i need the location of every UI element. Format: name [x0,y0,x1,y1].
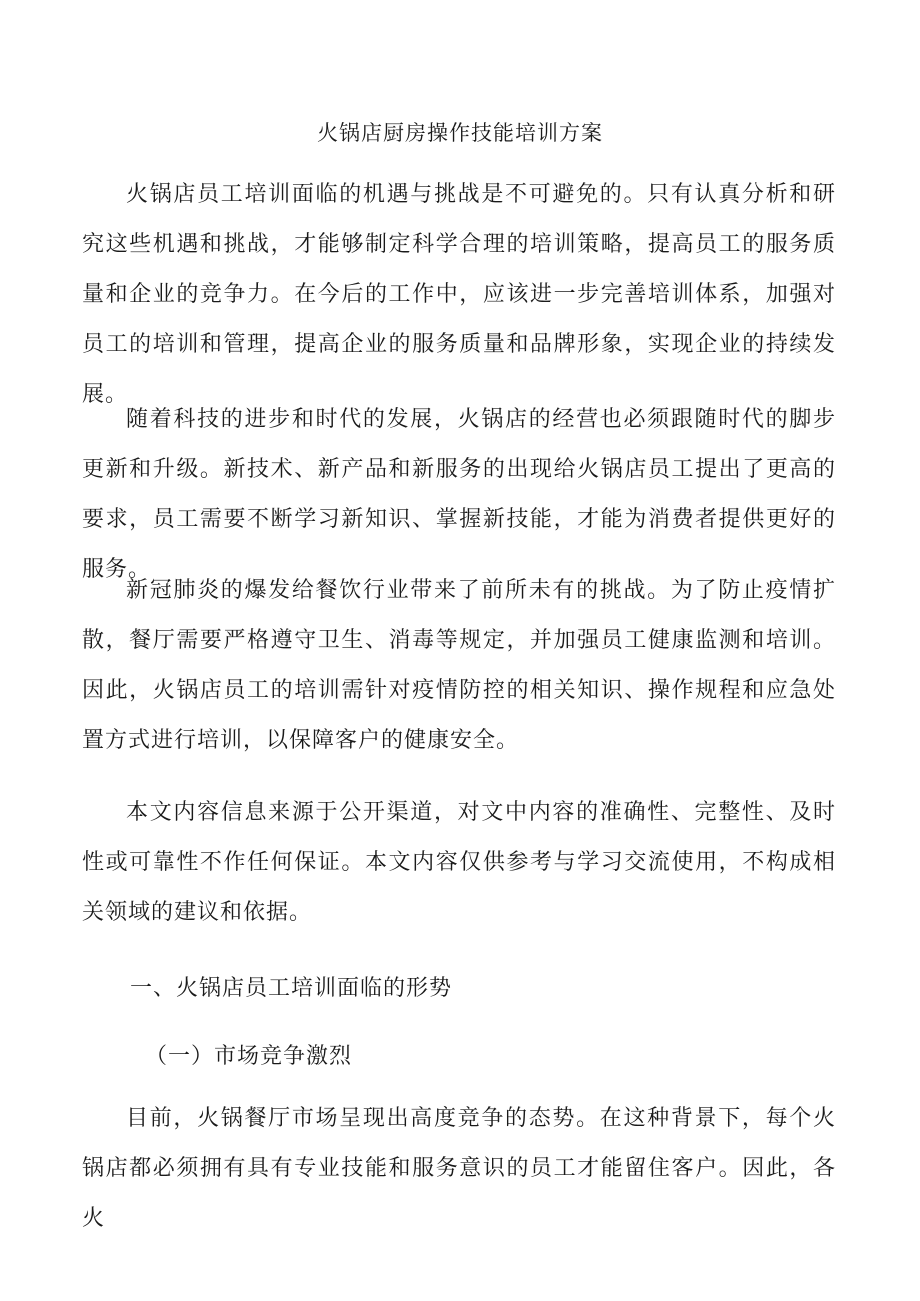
section-heading: 一、火锅店员工培训面临的形势 [130,976,453,1001]
paragraph-market-competition: 目前，火锅餐厅市场呈现出高度竞争的态势。在这种背景下，每个火锅店都必须拥有具有专业技能和服务意识的员工才能留住客户。因此，各火 [82,1106,836,1231]
paragraph-technology-progress: 随着科技的进步和时代的发展，火锅店的经营也必须跟随时代的脚步更新和升级。新技术、新产品和新服务的出现给火锅店员工提出了更高的要求，员工需要不断学习新知识、掌握新技能，才能为消费者提供更好的服务。 [82,407,836,582]
subsection-heading: （一）市场竞争激烈 [145,1044,353,1069]
paragraph-pandemic-challenge: 新冠肺炎的爆发给餐饮行业带来了前所未有的挑战。为了防止疫情扩散，餐厅需要严格遵守卫生、消毒等规定，并加强员工健康监测和培训。因此，火锅店员工的培训需针对疫情防控的相关知识、操作规程和应急处置方式进行培训，以保障客户的健康安全。 [82,578,836,753]
paragraph-disclaimer: 本文内容信息来源于公开渠道，对文中内容的准确性、完整性、及时性或可靠性不作任何保证。本文内容仅供参考与学习交流使用，不构成相关领域的建议和依据。 [82,800,836,925]
document-title: 火锅店厨房操作技能培训方案 [317,121,603,145]
paragraph-opportunities-challenges: 火锅店员工培训面临的机遇与挑战是不可避免的。只有认真分析和研究这些机遇和挑战，才能够制定科学合理的培训策略，提高员工的服务质量和企业的竞争力。在今后的工作中，应该进一步完善培训体系，加强对员工的培训和管理，提高企业的服务质量和品牌形象，实现企业的持续发展。 [82,182,836,407]
